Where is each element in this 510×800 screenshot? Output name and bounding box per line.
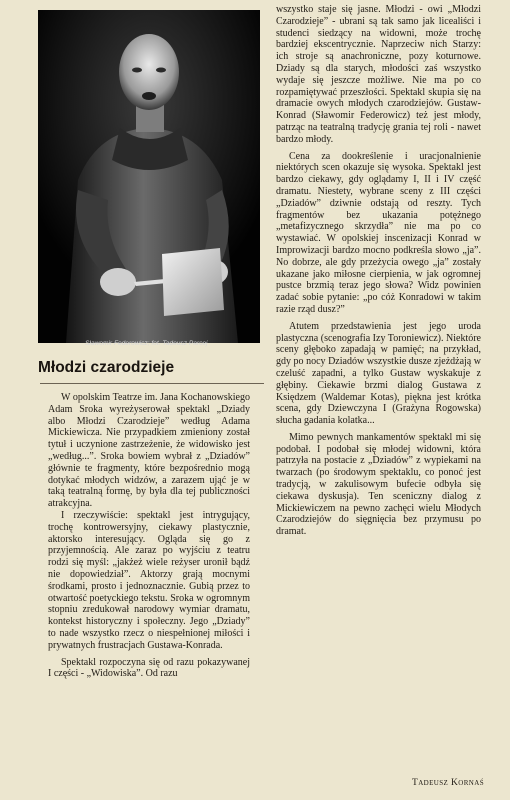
paragraph: wszystko staje się jasne. Młodzi - owi „Młodzi Czarodzieje” - ubrani są tak samo jak licealiści i studenci siedzący na widowni, może trochę bardziej ekscentrycznie. Naprzeciw nich Starzy: ich stroje są anachroniczne, pozy koturnowe. Dziady są dla starych, młodości zaś wszystko wydaje się jeszcze możliwe. Nie ma po co rozpamiętywać przeszłości. Spektakl skupia się na dramacie owych młodych czarodziejów. Gustaw-Konrad (Sławomir Federowicz) też jest młody, patrząc na teatralną tradycję grania tej roli - nawet bardzo młody. xyxy=(276,4,481,145)
paragraph: Spektakl rozpoczyna się od razu pokazywanej I części - „Widowiska”. Od razu xyxy=(48,656,250,680)
paragraph: Mimo pewnych mankamentów spektakl mi się podobał. I podobał się młodej widowni, która patrzyła na postacie z „Dziadów” z wypiekami na twarzach (po środowym spektaklu, co ponoć jest tradycją, w zakulisowym bufecie odbyła się ciekawa dyskusja). Ten sceniczny dialog z Mickiewiczem na pewno zachęci wielu Młodych Czarodziejów do sięgnięcia bez przymusu po dramat. xyxy=(276,431,481,538)
title-rule xyxy=(40,383,264,384)
paragraph: I rzeczywiście: spektakl jest intrygujący, trochę kontrowersyjny, ciekawy plastycznie, aktorsko interesujący. Ogląda się go z przyjemnością. Ale zaraz po wyjściu z teatru rodzi się myśl: „jakżeż wiele reżyser uronił bądź nie dopowiedział”. Aktorzy grają mocnymi środkami, prosto i jednoznacznie. Gubią przez to otwartość poetyckiego tekstu. Sroka w ogromnym stopniu zredukował narodowy wymiar dramatu, kontekst historyczny i społeczny. Jego „Dziady” to nade wszystko rzecz o niespełnionej miłości i prywatnych frustracjach Gustawa-Konrada. xyxy=(48,509,250,651)
left-column xyxy=(48,392,250,680)
author-byline: Tadeusz Kornaś xyxy=(412,778,484,788)
photo-caption: Sławomir Federowicz; fot. Tadeusz Parcej xyxy=(85,340,208,347)
article-photo xyxy=(38,10,260,347)
paragraph: W opolskim Teatrze im. Jana Kochanowskiego Adam Sroka wyreżyserował spektakl „Dziady albo Młodzi Czarodzieje” według Adama Mickiewicza. Nie przypadkiem zmieniony został tytuł i uczynione zastrzeżenie, że widowisko jest „według...”. Sroka bowiem wybrał z „Dziadów” głównie te fragmenty, które bezpośrednio mogą dotykać młodych widzów, a zarazem ująć je w taką teatralną formę, by była dla tej publiczności atrakcyjna. xyxy=(48,392,250,510)
right-column xyxy=(276,4,481,538)
article-title: Młodzi czarodzieje xyxy=(38,359,175,376)
actor-photo-illustration xyxy=(38,10,260,343)
paragraph: Cena za dookreślenie i uracjonalnienie niektórych scen okazuje się wysoka. Spektakl jest bardzo ciekawy, gdy oglądamy I, II i IV część dramatu. Niestety, wybrane sceny z III części „Dziadów” dziwnie odstają od reszty. Tych fragmentów bez ukazania potężnego „metafizycznego skrzydła” nie ma po co wystawiać. W opolskiej inscenizacji Konrad w Improwizacji bardzo mocno podkreśla słowo „ja”. No dobrze, ale gdy przeżycia owego „ja” zostały ukazane jako miłosne cierpienia, w jak ogromnej pustce brzmią teraz jego słowa? Widz powinien zadać sobie pytanie: „po cóż Konradowi w takim razie rząd dusz?” xyxy=(276,150,481,315)
paragraph: Atutem przedstawienia jest jego uroda plastyczna (scenografia Izy Toroniewicz). Niektóre sceny głęboko zapadają w pamięć; na przykład, gdy po nocy Dziadów wszystkie dusze zjeżdżają w czeluść zapadni, a tylko Gustaw wyskakuje z głębiny. Ciekawie brzmi dialog Gustawa z Księdzem (Waldemar Kotas), piękna jest krótka scena, gdy Dziewczyna I (Grażyna Rogowska) słucha gadania kolatka... xyxy=(276,320,481,427)
